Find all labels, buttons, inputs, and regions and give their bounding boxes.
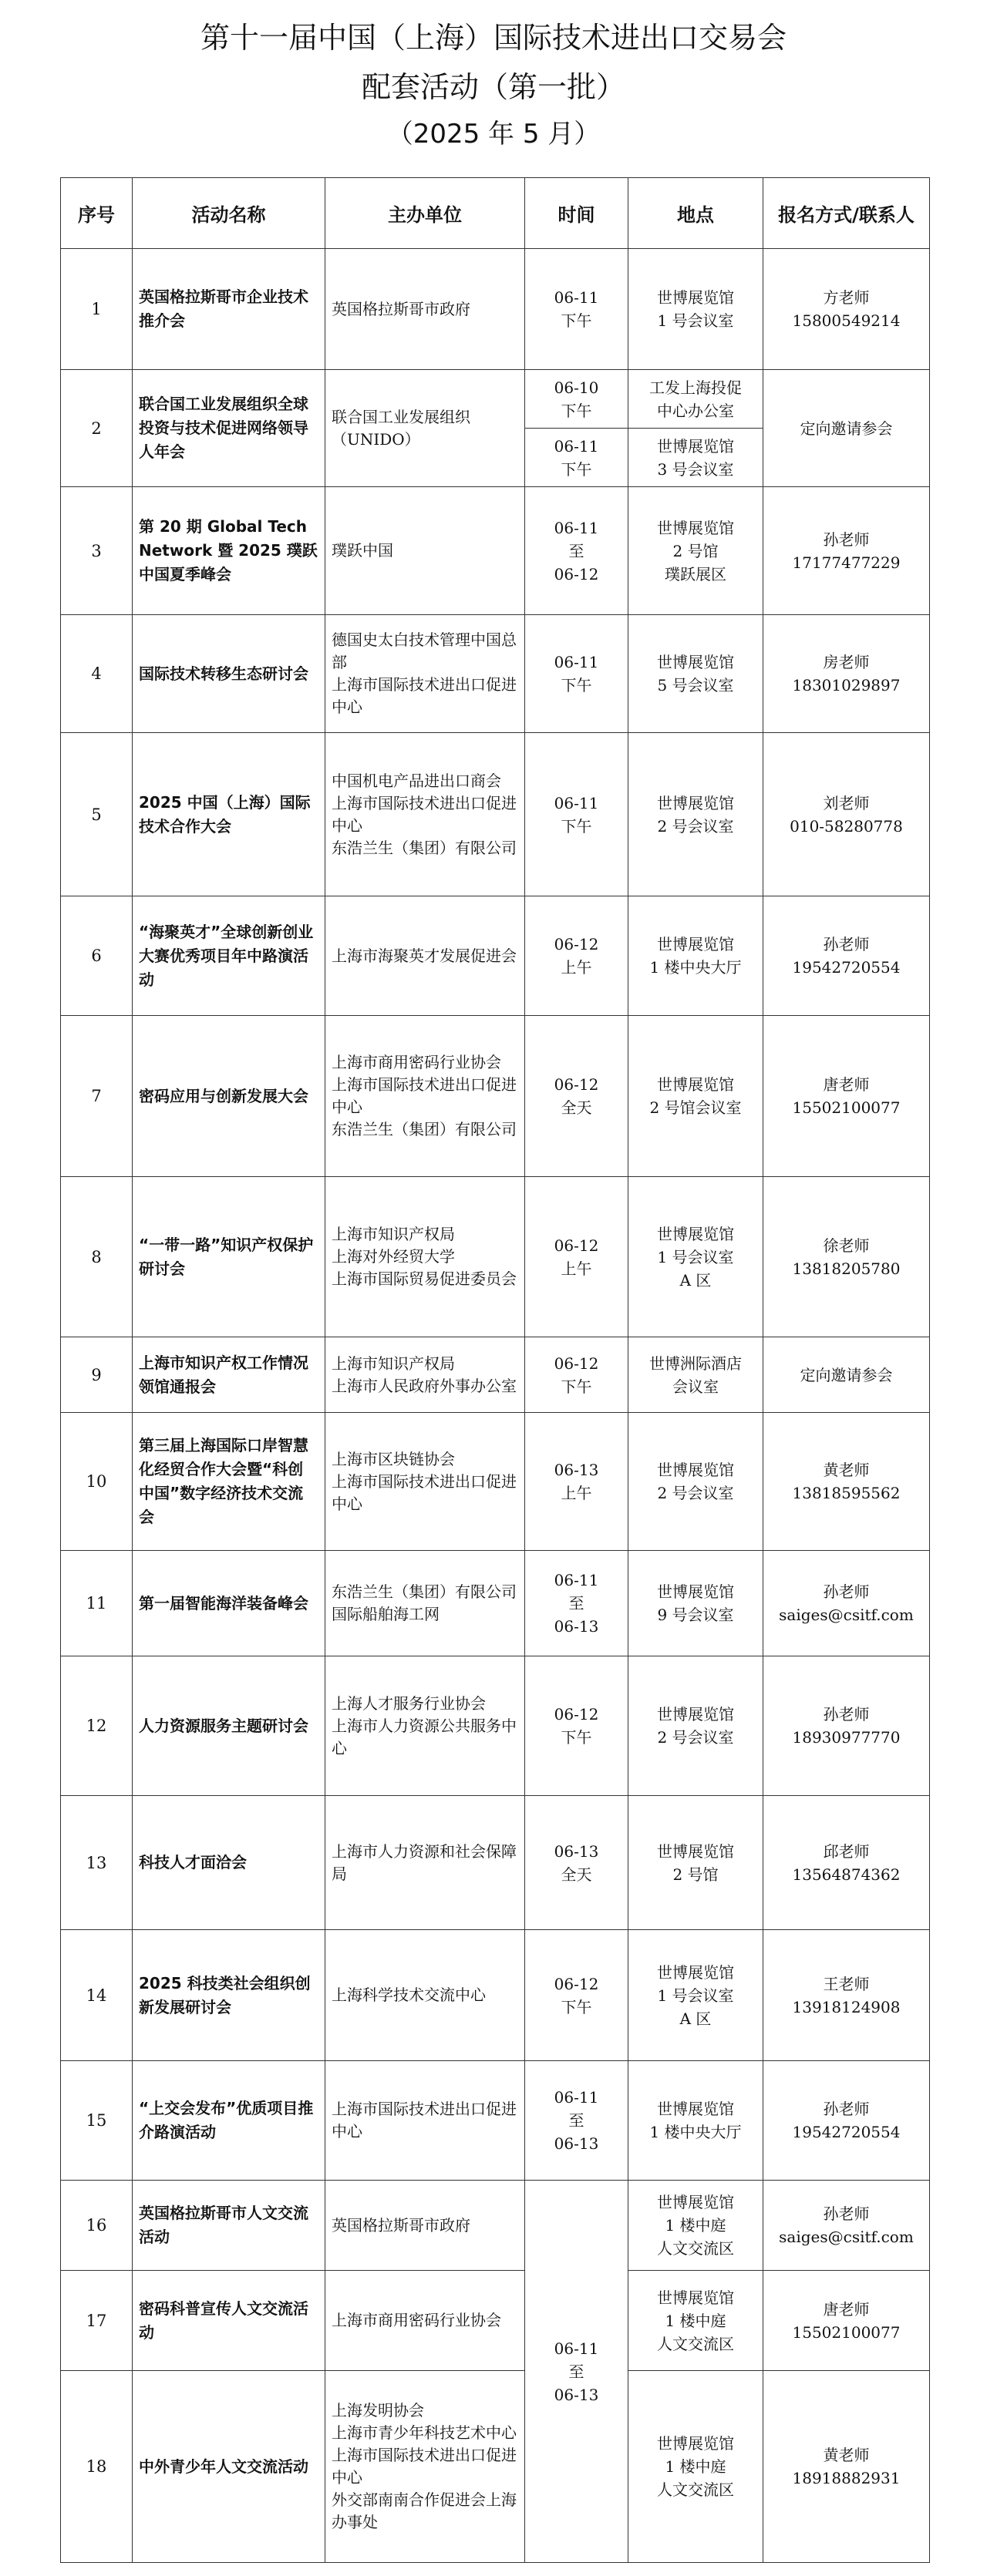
organizer: 上海人才服务行业协会 上海市人力资源公共服务中心 <box>325 1656 525 1796</box>
time-shared: 06-11 至 06-13 <box>525 2181 628 2563</box>
organizer: 上海市人力资源和社会保障局 <box>325 1796 525 1930</box>
title-line-3: （2025 年 5 月） <box>386 119 601 150</box>
row-no: 12 <box>61 1656 133 1796</box>
activity-name: 2025 科技类社会组织创新发展研讨会 <box>133 1930 325 2061</box>
row-no: 3 <box>61 487 133 615</box>
table-row <box>61 2371 930 2563</box>
row-no: 14 <box>61 1930 133 2061</box>
header-time: 时间 <box>525 178 628 249</box>
table-row <box>61 1413 930 1551</box>
table-row <box>61 733 930 896</box>
row-no: 13 <box>61 1796 133 1930</box>
location: 世博展览馆 2 号会议室 <box>628 733 763 896</box>
time: 06-11 至 06-13 <box>525 1551 628 1656</box>
row-no: 4 <box>61 615 133 733</box>
row-no: 6 <box>61 896 133 1016</box>
location: 世博展览馆 1 楼中央大厅 <box>628 896 763 1016</box>
contact: 邱老师 13564874362 <box>763 1796 930 1930</box>
activity-name: 密码应用与创新发展大会 <box>133 1016 325 1177</box>
table-row <box>61 896 930 1016</box>
row-no: 11 <box>61 1551 133 1656</box>
location: 世博展览馆 2 号馆会议室 <box>628 1016 763 1177</box>
activity-name: “海聚英才”全球创新创业大赛优秀项目年中路演活动 <box>133 896 325 1016</box>
location: 世博展览馆 1 楼中庭 人文交流区 <box>628 2271 763 2371</box>
organizer: 英国格拉斯哥市政府 <box>325 249 525 370</box>
table-row <box>61 1930 930 2061</box>
table-row <box>61 2271 930 2371</box>
row-no: 9 <box>61 1337 133 1413</box>
organizer: 上海发明协会 上海市青少年科技艺术中心 上海市国际技术进出口促进中心 外交部南南合作促进会上海办事处 <box>325 2371 525 2563</box>
organizer: 联合国工业发展组织 （UNIDO） <box>325 370 525 487</box>
location: 世博展览馆 1 楼中庭 人文交流区 <box>628 2371 763 2563</box>
activity-name: 人力资源服务主题研讨会 <box>133 1656 325 1796</box>
activity-name: 中外青少年人文交流活动 <box>133 2371 325 2563</box>
organizer: 上海市商用密码行业协会 <box>325 2271 525 2371</box>
organizer: 上海市知识产权局 上海对外经贸大学 上海市国际贸易促进委员会 <box>325 1177 525 1337</box>
activity-name: 密码科普宣传人文交流活动 <box>133 2271 325 2371</box>
location: 工发上海投促 中心办公室 <box>628 370 763 429</box>
contact: 孙老师 17177477229 <box>763 487 930 615</box>
table-row <box>61 2181 930 2271</box>
table-row <box>61 249 930 370</box>
location: 世博展览馆 1 号会议室 A 区 <box>628 1177 763 1337</box>
time: 06-13 全天 <box>525 1796 628 1930</box>
organizer: 上海市国际技术进出口促进中心 <box>325 2061 525 2181</box>
table-row <box>61 370 930 429</box>
table-row <box>61 1337 930 1413</box>
activity-name: 2025 中国（上海）国际技术合作大会 <box>133 733 325 896</box>
contact: 房老师 18301029897 <box>763 615 930 733</box>
organizer: 上海市海聚英才发展促进会 <box>325 896 525 1016</box>
row-no: 7 <box>61 1016 133 1177</box>
activity-name: 第一届智能海洋装备峰会 <box>133 1551 325 1656</box>
organizer: 中国机电产品进出口商会 上海市国际技术进出口促进中心 东浩兰生（集团）有限公司 <box>325 733 525 896</box>
table-row <box>61 615 930 733</box>
location: 世博展览馆 2 号会议室 <box>628 1656 763 1796</box>
row-no: 18 <box>61 2371 133 2563</box>
activity-name: 英国格拉斯哥市企业技术推介会 <box>133 249 325 370</box>
time: 06-12 下午 <box>525 1337 628 1413</box>
row-no: 2 <box>61 370 133 487</box>
time: 06-12 下午 <box>525 1930 628 2061</box>
location: 世博展览馆 1 楼中庭 人文交流区 <box>628 2181 763 2271</box>
location: 世博展览馆 2 号馆 璞跃展区 <box>628 487 763 615</box>
header-location: 地点 <box>628 178 763 249</box>
time: 06-12 全天 <box>525 1016 628 1177</box>
time: 06-11 下午 <box>525 733 628 896</box>
location: 世博展览馆 1 号会议室 A 区 <box>628 1930 763 2061</box>
time: 06-12 上午 <box>525 1177 628 1337</box>
row-no: 5 <box>61 733 133 896</box>
location: 世博展览馆 2 号馆 <box>628 1796 763 1930</box>
table-row <box>61 1656 930 1796</box>
location: 世博展览馆 9 号会议室 <box>628 1551 763 1656</box>
contact: 孙老师 19542720554 <box>763 2061 930 2181</box>
location: 世博展览馆 1 楼中央大厅 <box>628 2061 763 2181</box>
table-row <box>61 1177 930 1337</box>
activity-name: 联合国工业发展组织全球投资与技术促进网络领导人年会 <box>133 370 325 487</box>
location: 世博洲际酒店 会议室 <box>628 1337 763 1413</box>
contact: 王老师 13918124908 <box>763 1930 930 2061</box>
time: 06-11 至 06-13 <box>525 2061 628 2181</box>
header-no: 序号 <box>61 178 133 249</box>
location: 世博展览馆 2 号会议室 <box>628 1413 763 1551</box>
location: 世博展览馆 1 号会议室 <box>628 249 763 370</box>
organizer: 璞跃中国 <box>325 487 525 615</box>
time: 06-11 下午 <box>525 615 628 733</box>
organizer: 德国史太白技术管理中国总部 上海市国际技术进出口促进中心 <box>325 615 525 733</box>
organizer: 上海市区块链协会 上海市国际技术进出口促进中心 <box>325 1413 525 1551</box>
table-row <box>61 1796 930 1930</box>
contact: 孙老师 19542720554 <box>763 896 930 1016</box>
contact: 徐老师 13818205780 <box>763 1177 930 1337</box>
activity-table <box>60 177 930 2563</box>
table-row <box>61 1551 930 1656</box>
row-no: 8 <box>61 1177 133 1337</box>
location: 世博展览馆 5 号会议室 <box>628 615 763 733</box>
activity-name: “上交会发布”优质项目推介路演活动 <box>133 2061 325 2181</box>
activity-name: 国际技术转移生态研讨会 <box>133 615 325 733</box>
table-row <box>61 1016 930 1177</box>
time: 06-10 下午 <box>525 370 628 429</box>
time: 06-12 下午 <box>525 1656 628 1796</box>
contact: 孙老师 saiges@csitf.com <box>763 2181 930 2271</box>
time: 06-13 上午 <box>525 1413 628 1551</box>
location-second: 世博展览馆 3 号会议室 <box>628 429 763 487</box>
contact: 孙老师 saiges@csitf.com <box>763 1551 930 1656</box>
contact: 定向邀请参会 <box>763 1337 930 1413</box>
header-contact: 报名方式/联系人 <box>763 178 930 249</box>
organizer: 东浩兰生（集团）有限公司 国际船舶海工网 <box>325 1551 525 1656</box>
time: 06-11 至 06-12 <box>525 487 628 615</box>
row-no: 17 <box>61 2271 133 2371</box>
contact: 唐老师 15502100077 <box>763 2271 930 2371</box>
row-no: 1 <box>61 249 133 370</box>
row-no: 15 <box>61 2061 133 2181</box>
contact: 定向邀请参会 <box>763 370 930 487</box>
header-organizer: 主办单位 <box>325 178 525 249</box>
contact: 黄老师 13818595562 <box>763 1413 930 1551</box>
organizer: 上海市商用密码行业协会 上海市国际技术进出口促进中心 东浩兰生（集团）有限公司 <box>325 1016 525 1177</box>
activity-name: 第三届上海国际口岸智慧化经贸合作大会暨“科创中国”数字经济技术交流会 <box>133 1413 325 1551</box>
activity-name: “一带一路”知识产权保护研讨会 <box>133 1177 325 1337</box>
contact: 刘老师 010-58280778 <box>763 733 930 896</box>
title-line-1: 第十一届中国（上海）国际技术进出口交易会 <box>200 21 787 55</box>
activity-name: 上海市知识产权工作情况领馆通报会 <box>133 1337 325 1413</box>
activity-name: 第 20 期 Global Tech Network 暨 2025 璞跃中国夏季峰会 <box>133 487 325 615</box>
time-second: 06-11 下午 <box>525 429 628 487</box>
contact: 黄老师 18918882931 <box>763 2371 930 2563</box>
contact: 孙老师 18930977770 <box>763 1656 930 1796</box>
contact: 方老师 15800549214 <box>763 249 930 370</box>
activity-name: 科技人才面洽会 <box>133 1796 325 1930</box>
organizer: 上海市知识产权局 上海市人民政府外事办公室 <box>325 1337 525 1413</box>
table-header-row <box>61 178 930 249</box>
row-no: 10 <box>61 1413 133 1551</box>
table-row <box>61 487 930 615</box>
activity-name: 英国格拉斯哥市人文交流活动 <box>133 2181 325 2271</box>
time: 06-11 下午 <box>525 249 628 370</box>
table-row <box>61 2061 930 2181</box>
organizer: 上海科学技术交流中心 <box>325 1930 525 2061</box>
contact: 唐老师 15502100077 <box>763 1016 930 1177</box>
organizer: 英国格拉斯哥市政府 <box>325 2181 525 2271</box>
time: 06-12 上午 <box>525 896 628 1016</box>
row-no: 16 <box>61 2181 133 2271</box>
header-name: 活动名称 <box>133 178 325 249</box>
title-line-2: 配套活动（第一批） <box>361 70 625 104</box>
